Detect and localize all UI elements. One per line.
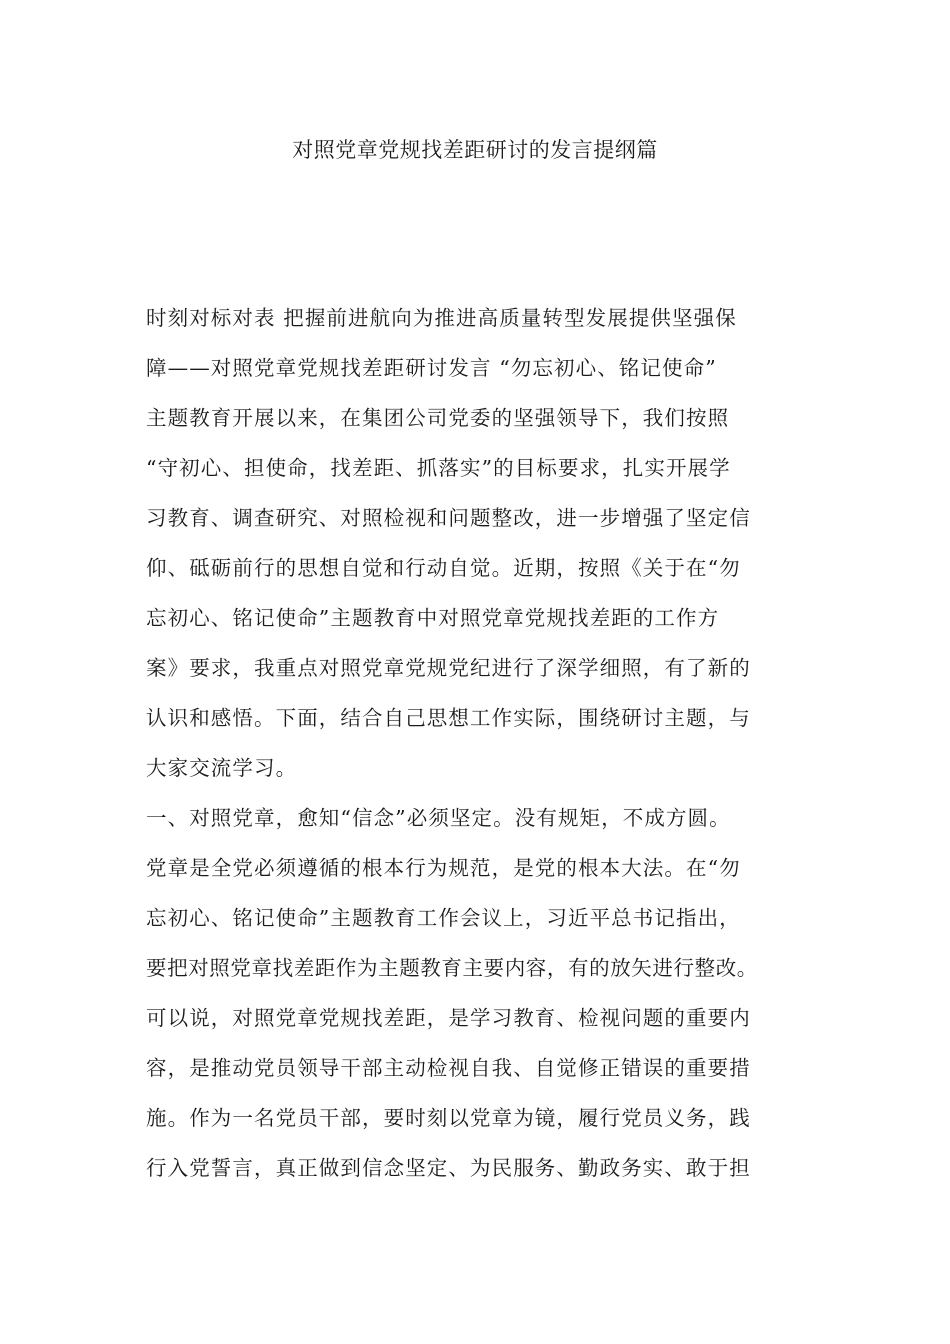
body-line-17: 施。作为一名党员干部，要时刻以党章为镜，履行党员义务，践 — [146, 1106, 751, 1130]
body-line-18: 行入党誓言，真正做到信念坚定、为民服务、勤政务实、敢于担 — [146, 1156, 751, 1180]
body-line-13: 忘初心、铭记使命”主题教育工作会议上，习近平总书记指出， — [146, 906, 741, 930]
body-line-9: 认识和感悟。下面，结合自己思想工作实际，围绕研讨主题，与 — [146, 706, 751, 730]
body-line-5: 习教育、调查研究、对照检视和问题整改，进一步增强了坚定信 — [146, 506, 751, 530]
body-line-15: 可以说，对照党章党规找差距，是学习教育、检视问题的重要内 — [146, 1006, 751, 1030]
body-line-10: 大家交流学习。 — [146, 756, 298, 780]
body-line-14: 要把对照党章找差距作为主题教育主要内容，有的放矢进行整改。 — [146, 956, 758, 980]
body-line-6: 仰、砥砺前行的思想自觉和行动自觉。近期，按照《关于在“勿 — [146, 556, 741, 580]
body-line-3: 主题教育开展以来，在集团公司党委的坚强领导下，我们按照 — [146, 406, 730, 430]
body-line-8: 案》要求，我重点对照党章党规党纪进行了深学细照，有了新的 — [146, 656, 751, 680]
body-line-1: 时刻对标对表 把握前进航向为推进高质量转型发展提供坚强保 — [146, 306, 737, 330]
body-line-4: “守初心、担使命，找差距、抓落实”的目标要求，扎实开展学 — [146, 456, 731, 480]
body-line-7: 忘初心、铭记使命”主题教育中对照党章党规找差距的工作方 — [146, 606, 720, 630]
body-line-2: 障——对照党章党规找差距研讨发言 “勿忘初心、铭记使命” — [146, 356, 717, 380]
body-line-12: 党章是全党必须遵循的根本行为规范，是党的根本大法。在“勿 — [146, 856, 741, 880]
body-line-11: 一、对照党章，愈知“信念”必须坚定。没有规矩，不成方圆。 — [146, 806, 731, 830]
body-line-16: 容，是推动党员领导干部主动检视自我、自觉修正错误的重要措 — [146, 1056, 751, 1080]
document-title: 对照党章党规找差距研讨的发言提纲篇 — [292, 138, 658, 162]
